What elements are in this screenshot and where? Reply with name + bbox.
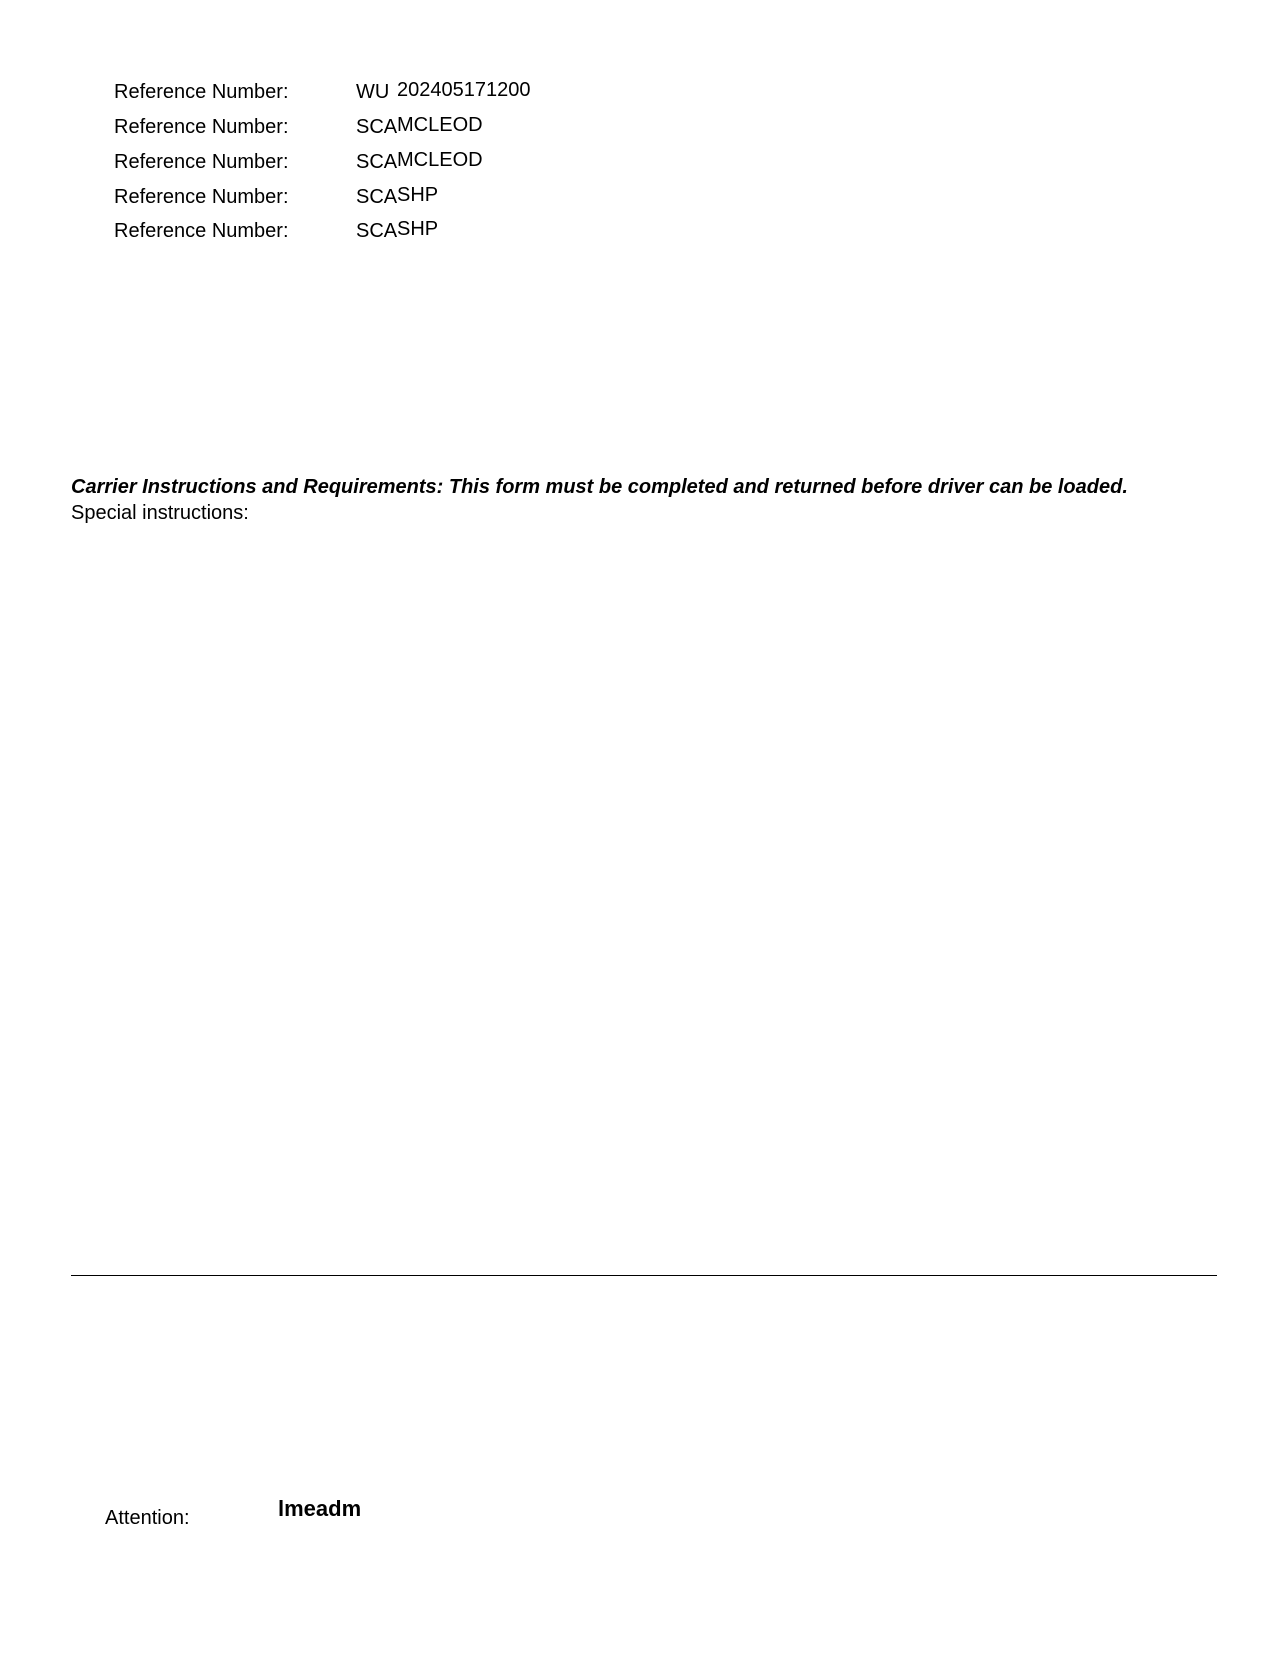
signature-divider	[71, 1275, 1217, 1276]
attention-label: Attention:	[105, 1507, 190, 1529]
reference-value: SHP	[397, 184, 439, 206]
reference-prefix: SCA	[356, 220, 398, 242]
reference-label: Reference Number:	[114, 186, 289, 208]
reference-label: Reference Number:	[114, 81, 289, 103]
reference-value: 202405171200	[397, 79, 531, 101]
reference-prefix: SCA	[356, 186, 398, 208]
carrier-instructions-heading: Carrier Instructions and Requirements: This form must be completed and returned before driver can be loaded.	[71, 476, 1128, 498]
reference-value: SHP	[397, 218, 439, 240]
reference-value: MCLEOD	[397, 114, 483, 136]
reference-label: Reference Number:	[114, 220, 289, 242]
special-instructions-label: Special instructions:	[71, 502, 249, 524]
reference-prefix: SCA	[356, 116, 398, 138]
reference-prefix: WU	[356, 81, 390, 103]
reference-label: Reference Number:	[114, 116, 289, 138]
reference-label: Reference Number:	[114, 151, 289, 173]
reference-prefix: SCA	[356, 151, 398, 173]
reference-value: MCLEOD	[397, 149, 483, 171]
attention-value: lmeadm	[278, 1496, 362, 1521]
